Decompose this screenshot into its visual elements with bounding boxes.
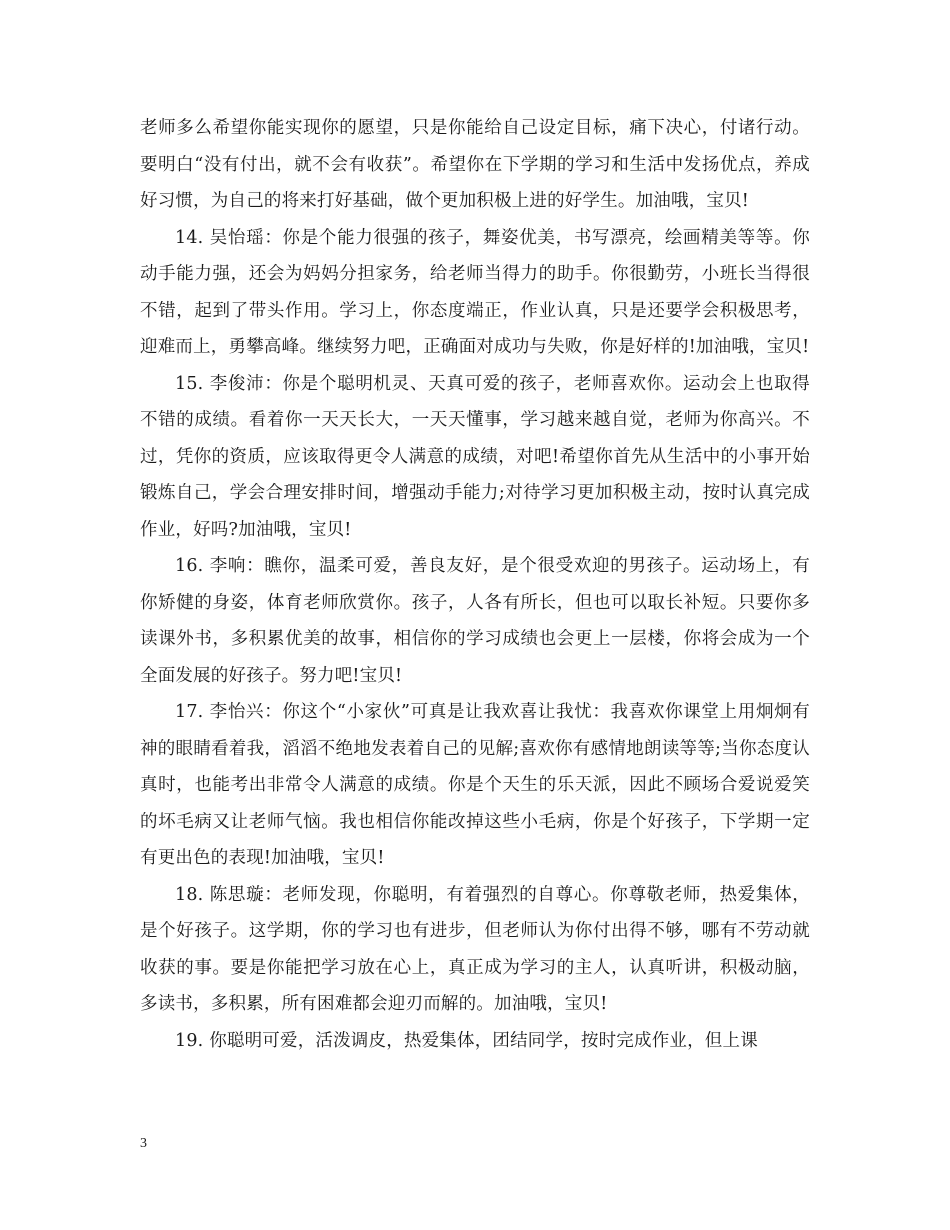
page-number: 3 [140, 1136, 147, 1151]
paragraph-comment-14: 14. 吴怡瑶：你是个能力很强的孩子，舞姿优美，书写漂亮，绘画精美等等。你动手能力强，还会为妈妈分担家务，给老师当得力的助手。你很勤劳，小班长当得很不错，起到了带头作用。学习上，你态度端正，作业认真，只是还要学会积极思考，迎难而上，勇攀高峰。继续努力吧，正确面对成功与失败，你是好样的!加油哦，宝贝! [140, 227, 810, 357]
paragraph-comment-16: 16. 李响：瞧你，温柔可爱，善良友好，是个很受欢迎的男孩子。运动场上，有你矫健的身姿，体育老师欣赏你。孩子，人各有所长，但也可以取长补短。只要你多读课外书，多积累优美的故事，相信你的学习成绩也会更上一层楼，你将会成为一个全面发展的好孩子。努力吧!宝贝! [140, 556, 810, 686]
paragraph-comment-17: 17. 李怡兴：你这个“小家伙”可真是让我欢喜让我忧：我喜欢你课堂上用炯炯有神的眼睛看着我，滔滔不绝地发表着自己的见解;喜欢你有感情地朗读等等;当你态度认真时，也能考出非常令人满意的成绩。你是个天生的乐天派，因此不顾场合爱说爱笑的坏毛病又让老师气恼。我也相信你能改掉这些小毛病，你是个好孩子，下学期一定有更出色的表现!加油哦，宝贝! [140, 702, 810, 868]
paragraph-comment-15: 15. 李俊沛：你是个聪明机灵、天真可爱的孩子，老师喜欢你。运动会上也取得不错的成绩。看着你一天天长大，一天天懂事，学习越来越自觉，老师为你高兴。不过，凭你的资质，应该取得更令人满意的成绩，对吧!希望你首先从生活中的小事开始锻炼自己，学会合理安排时间，增强动手能力;对待学习更加积极主动，按时认真完成作业，好吗?加油哦，宝贝! [140, 373, 810, 540]
document-body [140, 110, 810, 1059]
paragraph-comment-19: 19. 你聪明可爱，活泼调皮，热爱集体，团结同学，按时完成作业，但上课 [175, 1030, 758, 1051]
paragraph-continuation: 老师多么希望你能实现你的愿望，只是你能给自己设定目标，痛下决心，付诸行动。要明白“没有付出，就不会有收获”。希望你在下学期的学习和生活中发扬优点，养成好习惯，为自己的将来打好基础，做个更加积极上进的好学生。加油哦，宝贝! [140, 118, 810, 211]
paragraph-comment-18: 18. 陈思璇：老师发现，你聪明，有着强烈的自尊心。你尊敬老师，热爱集体，是个好孩子。这学期，你的学习也有进步，但老师认为你付出得不够，哪有不劳动就收获的事。要是你能把学习放在心上，真正成为学习的主人，认真听讲，积极动脑，多读书，多积累，所有困难都会迎刃而解的。加油哦，宝贝! [140, 884, 810, 1014]
